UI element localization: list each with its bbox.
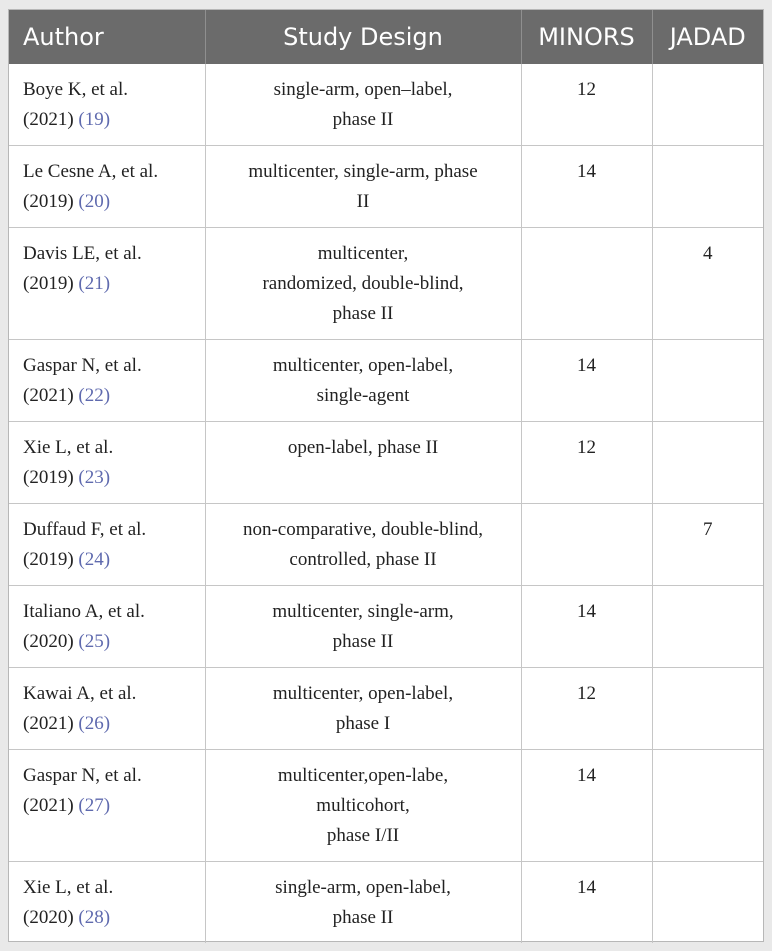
minors-score-cell (521, 228, 652, 340)
publication-year: (2021) (23, 713, 74, 734)
author-name: Xie L, et al. (23, 877, 114, 898)
table-body (9, 64, 763, 943)
minors-score-cell (521, 504, 652, 586)
author-cell (9, 504, 205, 586)
study-design-line: multicohort, (316, 795, 410, 816)
header-row (9, 10, 763, 64)
jadad-score-cell (652, 862, 763, 944)
jadad-score-cell (652, 750, 763, 862)
study-design-line: multicenter, (317, 243, 409, 264)
publication-year: (2020) (23, 631, 74, 652)
header-author: Author (9, 10, 205, 64)
jadad-score-cell (652, 146, 763, 228)
author-name: Duffaud F, et al. (23, 519, 147, 540)
author-cell (9, 228, 205, 340)
author-name: Davis LE, et al. (23, 243, 142, 264)
reference-link[interactable]: (21) (78, 273, 111, 294)
study-design-line: multicenter, single-arm, (272, 601, 454, 622)
author-name: Italiano A, et al. (23, 601, 145, 622)
author-cell (9, 146, 205, 228)
reference-link[interactable]: (19) (78, 109, 111, 130)
author-name: Gaspar N, et al. (23, 765, 142, 786)
study-design-line: open-label, phase II (287, 437, 439, 458)
author-cell (9, 750, 205, 862)
publication-year: (2019) (23, 273, 74, 294)
publication-year: (2021) (23, 109, 74, 130)
study-design-cell (205, 586, 521, 668)
reference-link[interactable]: (25) (78, 631, 111, 652)
author-name: Kawai A, et al. (23, 683, 137, 704)
study-design-line: controlled, phase II (289, 549, 437, 570)
study-design-line: multicenter,open-labe, (277, 765, 449, 786)
minors-score-cell: 14 (521, 750, 652, 862)
study-design-line: phase II (332, 303, 394, 324)
table-row (9, 504, 763, 586)
study-design-line: phase I (335, 713, 391, 734)
publication-year: (2019) (23, 191, 74, 212)
study-design-line: single-arm, open–label, (273, 79, 453, 100)
study-design-line: single-agent (316, 385, 410, 406)
reference-link[interactable]: (26) (78, 713, 111, 734)
study-design-cell (205, 668, 521, 750)
jadad-score-cell (652, 586, 763, 668)
study-design-line: multicenter, open-label, (272, 683, 454, 704)
study-design-line: phase II (332, 907, 394, 928)
table-row (9, 586, 763, 668)
publication-year: (2021) (23, 795, 74, 816)
study-quality-table-container (8, 9, 764, 942)
table-row (9, 422, 763, 504)
table-row (9, 146, 763, 228)
study-design-cell (205, 64, 521, 146)
minors-score-cell: 12 (521, 668, 652, 750)
publication-year: (2019) (23, 549, 74, 570)
table-row (9, 862, 763, 944)
table-row (9, 228, 763, 340)
reference-link[interactable]: (23) (78, 467, 111, 488)
study-design-line: non-comparative, double-blind, (242, 519, 484, 540)
publication-year: (2021) (23, 385, 74, 406)
study-quality-table (9, 10, 763, 943)
table-row (9, 750, 763, 862)
jadad-score-cell (652, 340, 763, 422)
study-design-line: multicenter, open-label, (272, 355, 454, 376)
study-design-line: phase II (332, 109, 394, 130)
reference-link[interactable]: (28) (78, 907, 111, 928)
study-design-line: phase I/II (326, 825, 400, 846)
author-cell (9, 586, 205, 668)
author-cell (9, 862, 205, 944)
table-row (9, 64, 763, 146)
jadad-score-cell (652, 668, 763, 750)
author-cell (9, 422, 205, 504)
header-minors: MINORS (521, 10, 652, 64)
author-cell (9, 340, 205, 422)
study-design-line: randomized, double-blind, (262, 273, 464, 294)
reference-link[interactable]: (27) (78, 795, 111, 816)
jadad-score-cell: 7 (652, 504, 763, 586)
study-design-cell (205, 504, 521, 586)
table-header (9, 10, 763, 64)
reference-link[interactable]: (24) (78, 549, 111, 570)
header-study-design: Study Design (205, 10, 521, 64)
author-name: Le Cesne A, et al. (23, 161, 159, 182)
study-design-cell (205, 750, 521, 862)
minors-score-cell: 14 (521, 586, 652, 668)
minors-score-cell: 14 (521, 862, 652, 944)
table-row (9, 668, 763, 750)
minors-score-cell: 14 (521, 340, 652, 422)
header-jadad: JADAD (652, 10, 763, 64)
study-design-cell (205, 340, 521, 422)
author-cell (9, 64, 205, 146)
publication-year: (2020) (23, 907, 74, 928)
reference-link[interactable]: (22) (78, 385, 111, 406)
jadad-score-cell: 4 (652, 228, 763, 340)
study-design-cell (205, 228, 521, 340)
minors-score-cell: 12 (521, 64, 652, 146)
study-design-cell (205, 146, 521, 228)
publication-year: (2019) (23, 467, 74, 488)
jadad-score-cell (652, 64, 763, 146)
minors-score-cell: 14 (521, 146, 652, 228)
jadad-score-cell (652, 422, 763, 504)
minors-score-cell: 12 (521, 422, 652, 504)
study-design-line: multicenter, single-arm, phase (248, 161, 478, 182)
study-design-line: II (356, 191, 370, 212)
study-design-line: single-arm, open-label, (275, 877, 451, 898)
author-name: Gaspar N, et al. (23, 355, 142, 376)
reference-link[interactable]: (20) (78, 191, 111, 212)
author-cell (9, 668, 205, 750)
author-name: Xie L, et al. (23, 437, 114, 458)
study-design-cell (205, 862, 521, 944)
study-design-cell (205, 422, 521, 504)
table-row (9, 340, 763, 422)
study-design-line: phase II (332, 631, 394, 652)
author-name: Boye K, et al. (23, 79, 129, 100)
